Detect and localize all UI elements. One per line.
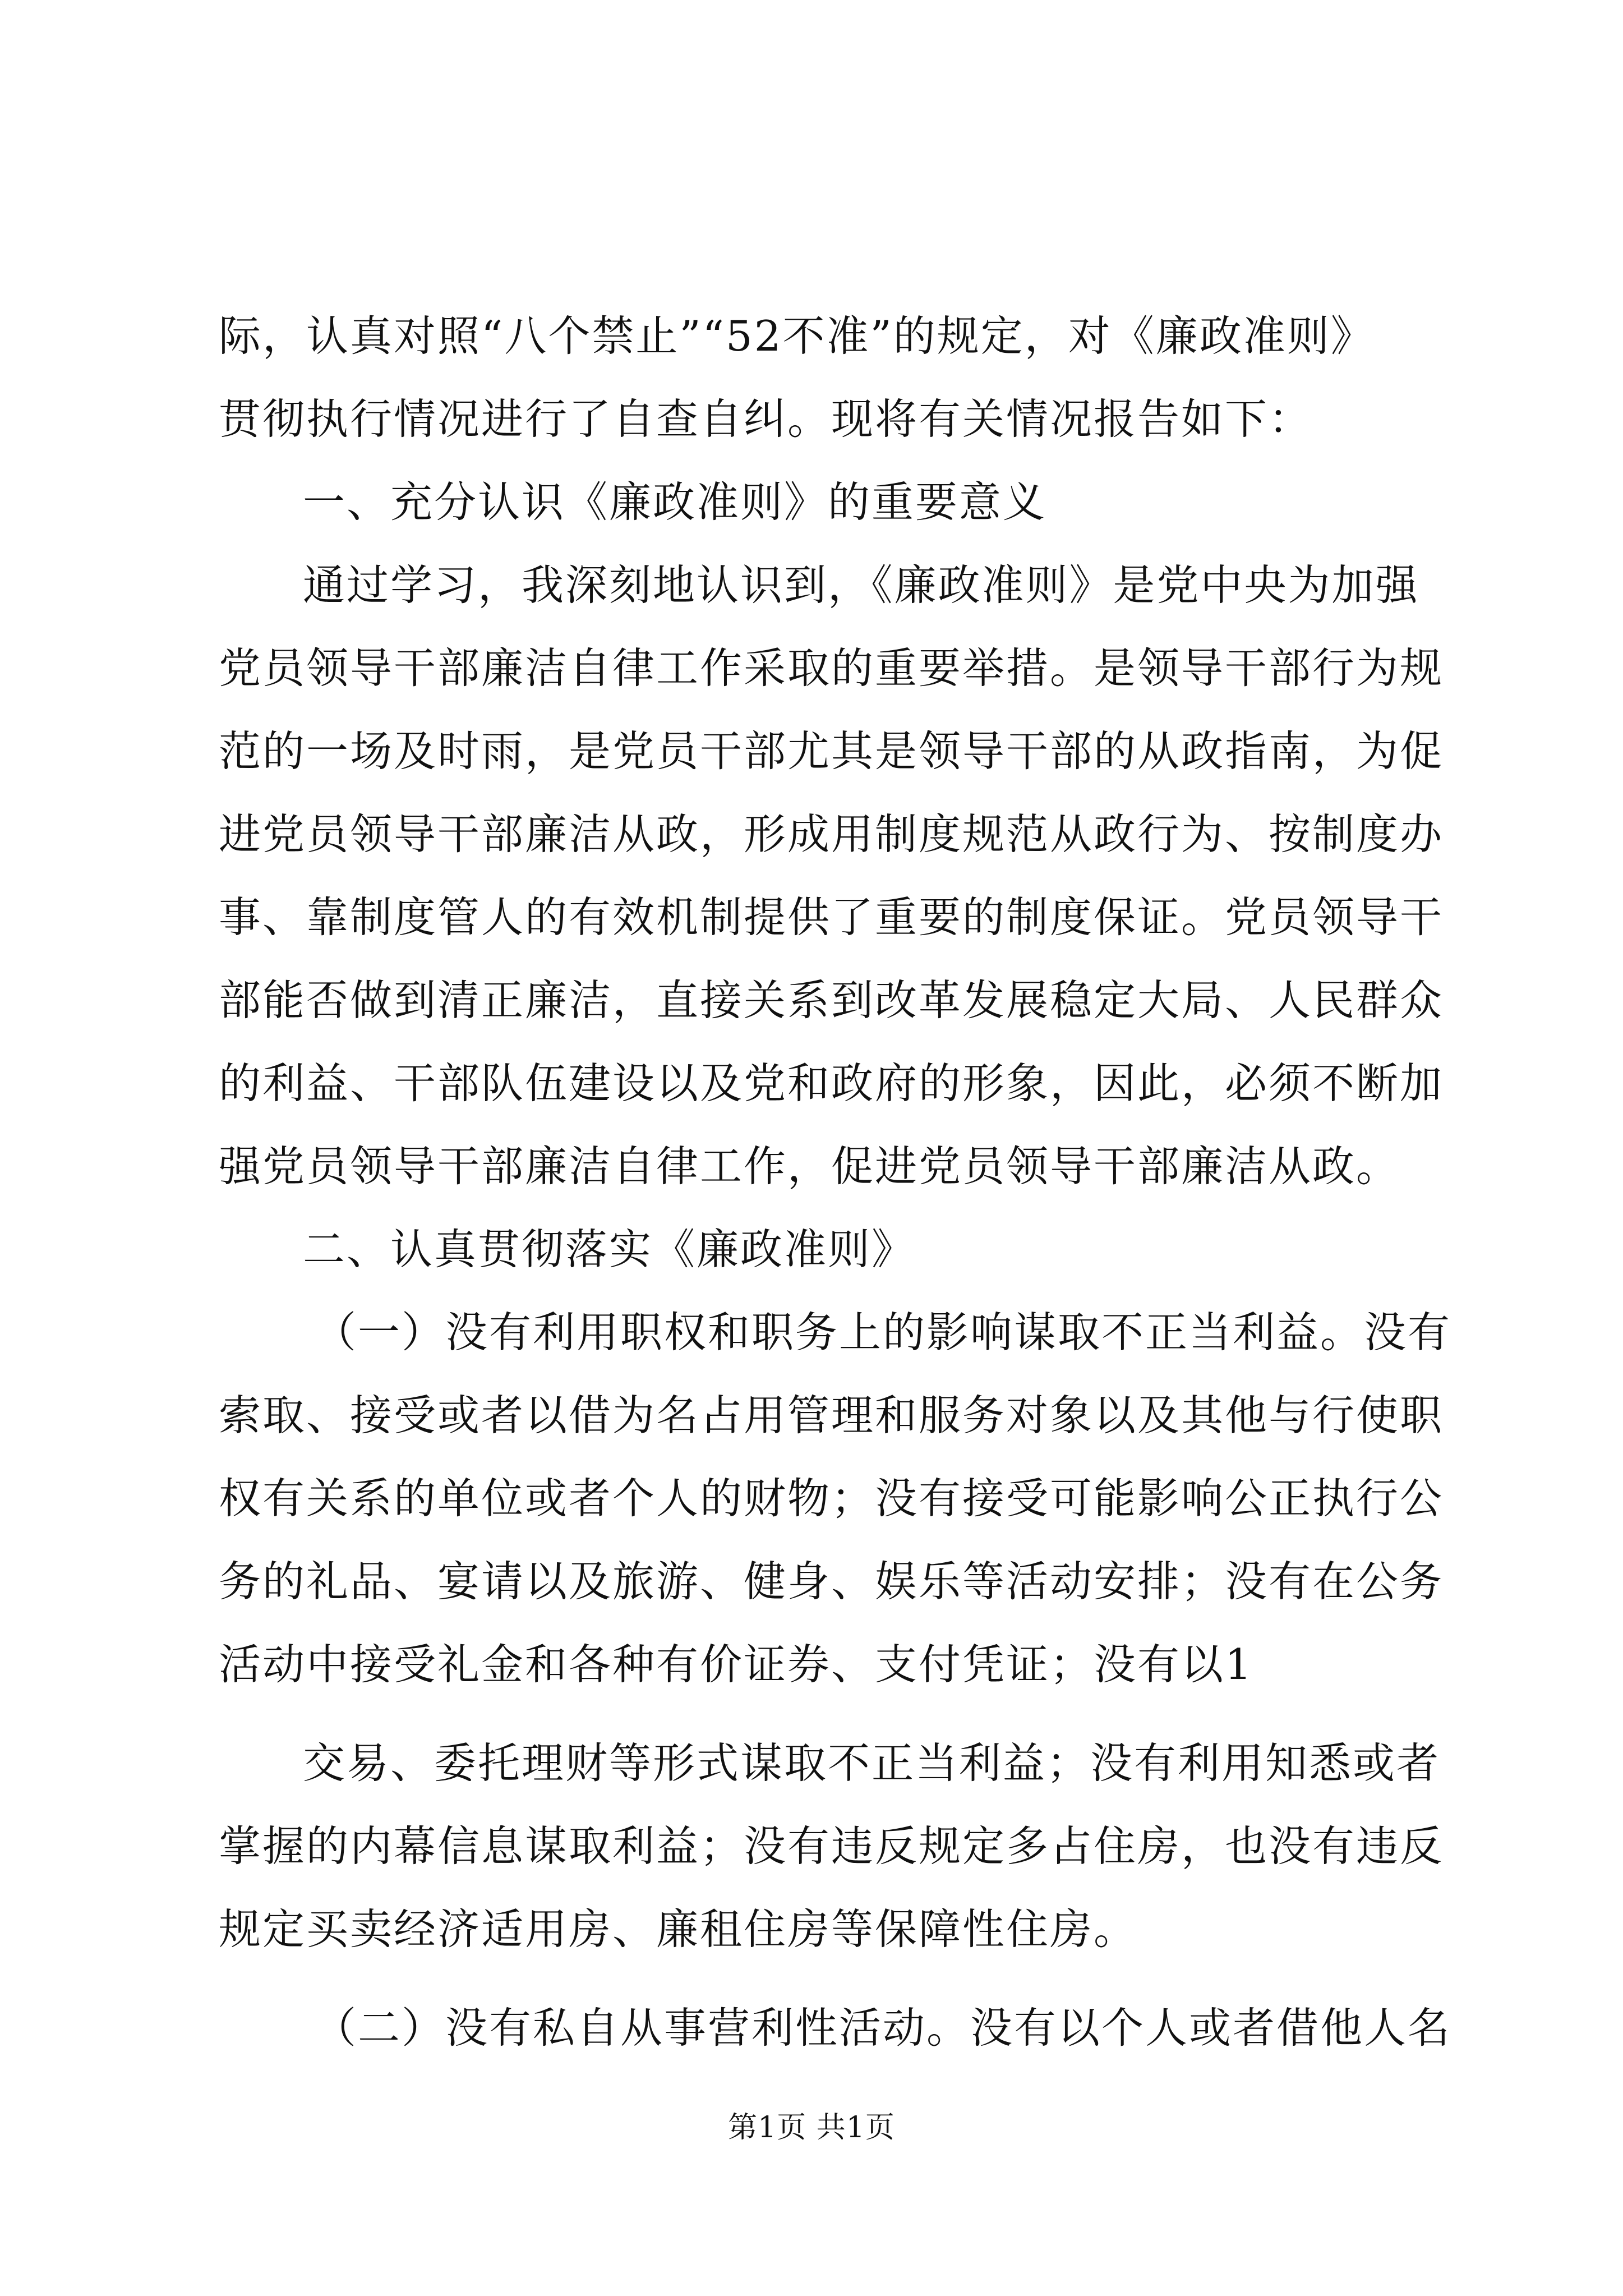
text-line: 范的一场及时雨，是党员干部尤其是领导干部的从政指南，为促 <box>219 726 1444 776</box>
text-line: 进党员领导干部廉洁从政，形成用制度规范从政行为、按制度办 <box>219 809 1444 859</box>
text-line: 事、靠制度管人的有效机制提供了重要的制度保证。党员领导干 <box>219 892 1444 942</box>
text-line: 际，认真对照“八个禁止”“52不准”的规定，对《廉政准则》 <box>219 311 1375 361</box>
text-line: 掌握的内幕信息谋取利益；没有违反规定多占住房，也没有违反 <box>219 1821 1444 1871</box>
text-line: 索取、接受或者以借为名占用管理和服务对象以及其他与行使职 <box>219 1391 1444 1440</box>
text-line: 交易、委托理财等形式谋取不正当利益；没有利用知悉或者 <box>303 1738 1441 1788</box>
page-number-label: 第1页 共1页 <box>728 2111 895 2145</box>
text-line: 的利益、干部队伍建设以及党和政府的形象，因此，必须不断加 <box>219 1059 1444 1108</box>
text-line: 强党员领导干部廉洁自律工作，促进党员领导干部廉洁从政。 <box>219 1142 1400 1191</box>
text-line: 权有关系的单位或者个人的财物；没有接受可能影响公正执行公 <box>219 1474 1444 1523</box>
text-line: （二）没有私自从事营利性活动。没有以个人或者借他人名 <box>314 2003 1452 2053</box>
section-heading: 一、充分认识《廉政准则》的重要意义 <box>303 477 1047 527</box>
text-line: 务的礼品、宴请以及旅游、健身、娱乐等活动安排；没有在公务 <box>219 1557 1444 1606</box>
text-line: （一）没有利用职权和职务上的影响谋取不正当利益。没有 <box>314 1308 1452 1357</box>
text-line: 贯彻执行情况进行了自查自纠。现将有关情况报告如下： <box>219 394 1313 444</box>
document-body <box>219 295 1452 2069</box>
text-line: 党员领导干部廉洁自律工作采取的重要举措。是领导干部行为规 <box>219 643 1444 693</box>
page-footer <box>0 2108 1623 2147</box>
text-line: 规定买卖经济适用房、廉租住房等保障性住房。 <box>219 1904 1138 1954</box>
text-line: 通过学习，我深刻地认识到，《廉政准则》是党中央为加强 <box>303 560 1419 610</box>
text-line: 活动中接受礼金和各种有价证券、支付凭证；没有以1 <box>219 1640 1253 1689</box>
section-heading: 二、认真贯彻落实《廉政准则》 <box>303 1225 916 1274</box>
text-line: 部能否做到清正廉洁，直接关系到改革发展稳定大局、人民群众 <box>219 976 1444 1025</box>
